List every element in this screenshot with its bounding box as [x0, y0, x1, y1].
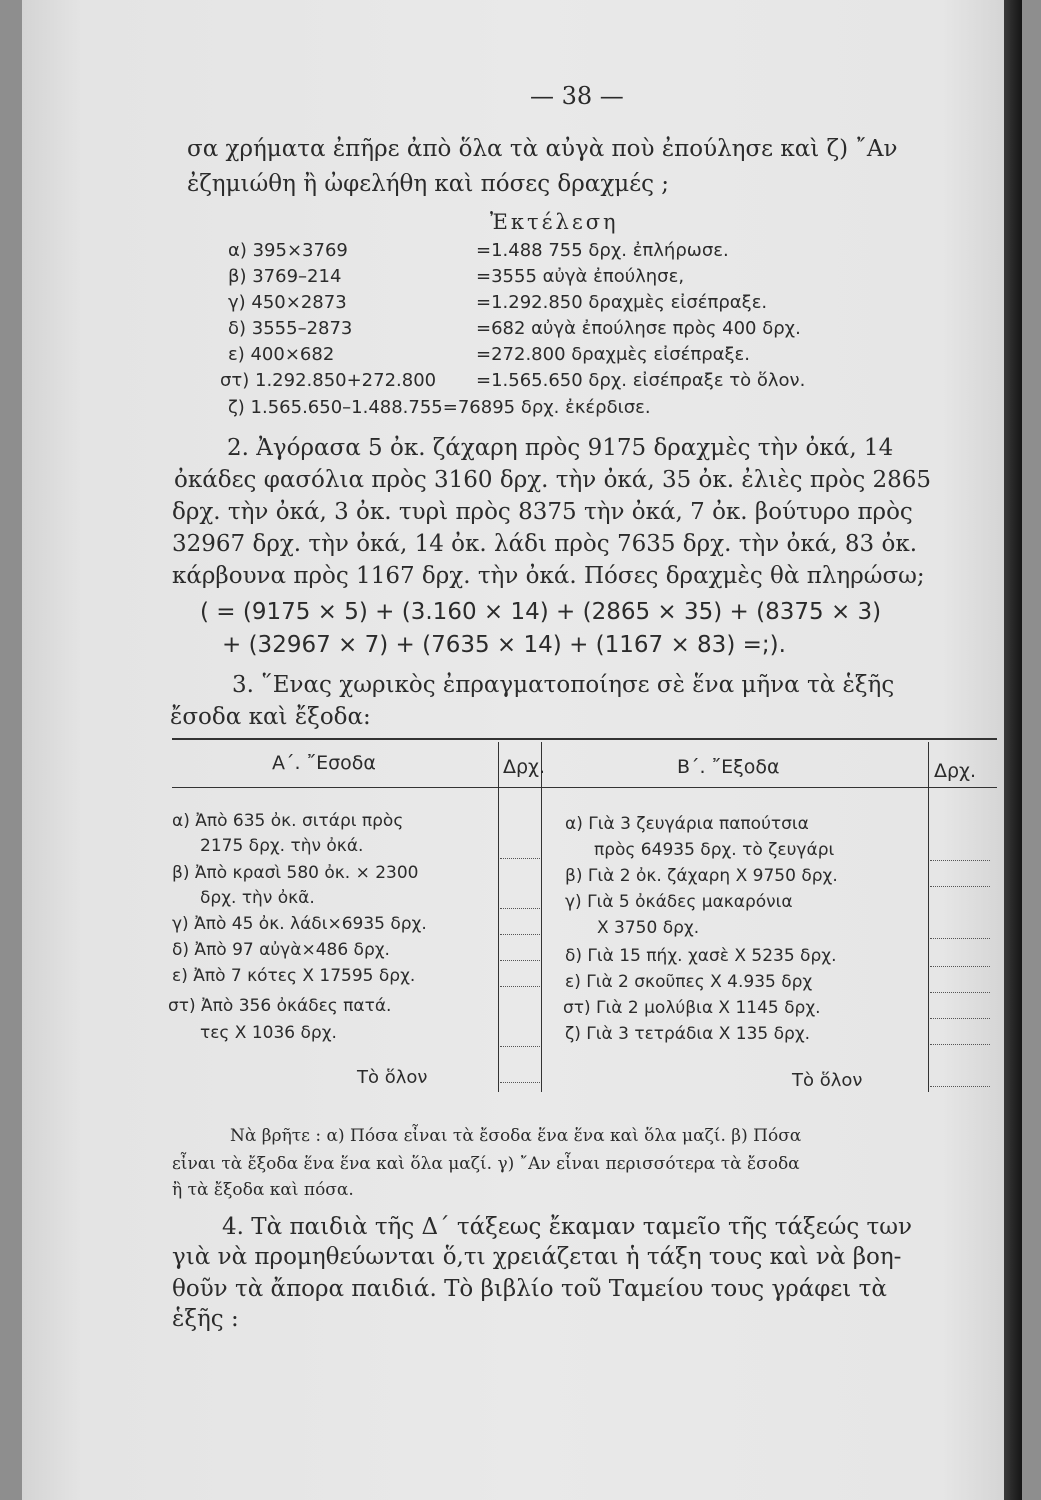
total-blank [930, 1086, 990, 1087]
step-label: ε) 400×682 [228, 344, 335, 365]
ex2-line: κάρβουνα πρὸς 1167 δρχ. τὴν ὀκά. Πόσες δραχμὲς θὰ πληρώσω; [172, 563, 925, 589]
total-blank [500, 1082, 540, 1083]
table-top-rule [172, 738, 997, 740]
expense-line: δ) Γιὰ 15 πήχ. χασὲ Χ 5235 δρχ. [565, 946, 837, 966]
ex3-note-line: εἶναι τὰ ἔξοδα ἕνα ἕνα καὶ ὅλα μαζί. γ) ῎Αν εἶναι περισσότερα τὰ ἔσοδα [172, 1154, 800, 1174]
table-column-divider [498, 742, 499, 1092]
amount-blank [500, 858, 540, 859]
page-number: — 38 — [530, 82, 624, 110]
amount-blank [930, 992, 990, 993]
currency-header: Δρχ. [503, 756, 546, 778]
step-result: =272.800 δραχμὲς εἰσέπραξε. [476, 344, 750, 365]
ex2-line: ὀκάδες φασόλια πρὸς 3160 δρχ. τὴν ὀκά, 35 ὀκ. ἐλιὲς πρὸς 2865 [174, 467, 932, 493]
step-label: α) 395×3769 [228, 240, 348, 261]
ex4-line: 4. Τὰ παιδιὰ τῆς Δ΄ τάξεως ἔκαμαν ταμεῖο τῆς τάξεώς των [222, 1214, 912, 1240]
expense-total-label: Τὸ ὅλον [792, 1070, 863, 1091]
solution-title: Ἐκτέλεση [490, 210, 619, 234]
book-spine-edge [1004, 0, 1022, 1500]
ex1-intro-line: σα χρήματα ἐπῆρε ἀπὸ ὅλα τὰ αὐγὰ ποὺ ἐπούλησε καὶ ζ) ῎Αν [187, 136, 898, 162]
step-label: ζ) 1.565.650–1.488.755=76895 δρχ. ἐκέρδισε. [228, 397, 651, 418]
amount-blank [930, 938, 990, 939]
amount-blank [930, 966, 990, 967]
ex2-line: 2. Ἀγόρασα 5 ὀκ. ζάχαρη πρὸς 9175 δραχμὲς τὴν ὀκά, 14 [227, 435, 894, 461]
step-result: =3555 αὐγὰ ἐπούλησε, [476, 266, 685, 287]
income-line: β) Ἀπὸ κρασὶ 580 ὀκ. × 2300 [172, 863, 419, 883]
amount-blank [930, 860, 990, 861]
ex4-line: ἑξῆς : [172, 1306, 239, 1332]
income-line: ε) Ἀπὸ 7 κότες Χ 17595 δρχ. [172, 966, 416, 986]
income-line: δρχ. τὴν ὀκᾶ. [200, 888, 315, 908]
ex2-line: δρχ. τὴν ὀκά, 3 ὀκ. τυρὶ πρὸς 8375 τὴν ὀκά, 7 ὀκ. βούτυρο πρὸς [172, 499, 913, 525]
expense-line: πρὸς 64935 δρχ. τὸ ζευγάρι [594, 840, 835, 860]
step-result: =1.292.850 δραχμὲς εἰσέπραξε. [476, 292, 768, 313]
step-result: =682 αὐγὰ ἐπούλησε πρὸς 400 δρχ. [476, 318, 801, 339]
amount-blank [500, 960, 540, 961]
table-header-rule [172, 787, 997, 788]
expense-line: γ) Γιὰ 5 ὀκάδες μακαρόνια [565, 892, 793, 912]
step-result: =1.565.650 δρχ. εἰσέπραξε τὸ ὅλον. [476, 370, 806, 391]
ex3-intro-line: 3. ῞Ενας χωρικὸς ἐπραγματοποίησε σὲ ἕνα μῆνα τὰ ἑξῆς [232, 672, 895, 698]
ex4-line: θοῦν τὰ ἄπορα παιδιά. Τὸ βιβλίο τοῦ Ταμείου τους γράφει τὰ [172, 1276, 887, 1302]
expense-line: β) Γιὰ 2 ὀκ. ζάχαρη Χ 9750 δρχ. [565, 866, 838, 886]
amount-blank [500, 986, 540, 987]
expense-header: Β΄. ῎Εξοδα [677, 756, 780, 778]
expense-line: ζ) Γιὰ 3 τετράδια Χ 135 δρχ. [565, 1024, 811, 1044]
income-line: γ) Ἀπὸ 45 ὀκ. λάδι×6935 δρχ. [172, 914, 427, 934]
income-line: α) Ἀπὸ 635 ὀκ. σιτάρι πρὸς [172, 811, 404, 831]
step-label: γ) 450×2873 [228, 292, 347, 313]
table-column-divider [541, 742, 542, 1092]
amount-blank [930, 1018, 990, 1019]
income-line: 2175 δρχ. τὴν ὀκά. [200, 836, 364, 856]
ex1-intro-line: ἐζημιώθη ἢ ὠφελήθη καὶ πόσες δραχμές ; [187, 171, 670, 197]
ex3-intro-line: ἔσοδα καὶ ἔξοδα: [170, 704, 371, 730]
book-page [22, 0, 1022, 1500]
ex2-formula-line: ( = (9175 × 5) + (3.160 × 14) + (2865 × 35) + (8375 × 3) [200, 599, 882, 625]
amount-blank [500, 934, 540, 935]
expense-line: στ) Γιὰ 2 μολύβια Χ 1145 δρχ. [563, 998, 821, 1018]
step-label: β) 3769–214 [228, 266, 342, 287]
ex3-note-line: Νὰ βρῆτε : α) Πόσα εἶναι τὰ ἔσοδα ἕνα ἕνα καὶ ὅλα μαζί. β) Πόσα [230, 1126, 802, 1146]
income-total-label: Τὸ ὅλον [357, 1067, 428, 1088]
ex2-formula-line: + (32967 × 7) + (7635 × 14) + (1167 × 83) =;). [222, 632, 786, 658]
step-result: =1.488 755 δρχ. ἐπλήρωσε. [476, 240, 729, 261]
ex3-note-line: ἢ τὰ ἔξοδα καὶ πόσα. [172, 1180, 354, 1200]
income-header: Α΄. ῎Εσοδα [272, 752, 376, 774]
step-label: στ) 1.292.850+272.800 [220, 370, 437, 391]
table-column-divider [928, 742, 929, 1092]
income-line: τες Χ 1036 δρχ. [200, 1023, 337, 1043]
amount-blank [500, 908, 540, 909]
expense-line: Χ 3750 δρχ. [597, 918, 700, 938]
step-label: δ) 3555–2873 [228, 318, 353, 339]
amount-blank [930, 1044, 990, 1045]
expense-line: ε) Γιὰ 2 σκοῦπες Χ 4.935 δρχ [565, 972, 813, 992]
amount-blank [500, 1046, 540, 1047]
expense-line: α) Γιὰ 3 ζευγάρια παπούτσια [565, 814, 809, 834]
income-line: στ) Ἀπὸ 356 ὀκάδες πατά. [168, 996, 392, 1016]
currency-header: Δρχ. [934, 760, 977, 782]
ex4-line: γιὰ νὰ προμηθεύωνται ὅ,τι χρειάζεται ἡ τάξη τους καὶ νὰ βοη- [172, 1244, 902, 1270]
ex2-line: 32967 δρχ. τὴν ὀκά, 14 ὀκ. λάδι πρὸς 7635 δρχ. τὴν ὀκά, 83 ὀκ. [172, 531, 918, 557]
amount-blank [930, 886, 990, 887]
income-line: δ) Ἀπὸ 97 αὐγὰ×486 δρχ. [172, 940, 390, 960]
